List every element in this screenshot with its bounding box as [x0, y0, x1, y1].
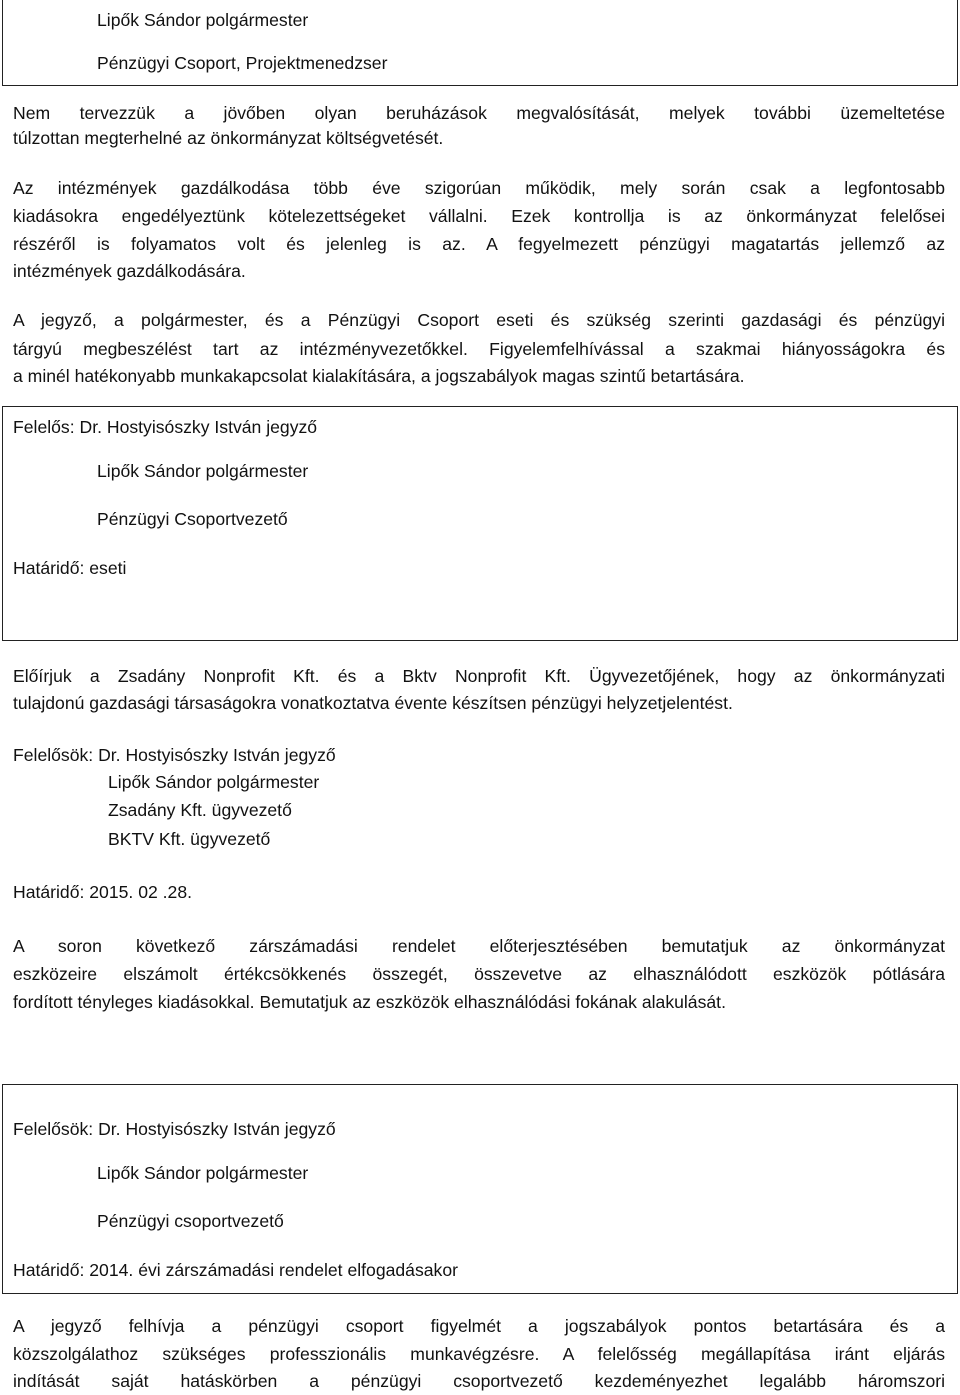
para6-line2: eszközeire elszámolt értékcsökkenés összegét, összevetve az elhasználódott eszközök pótlására	[13, 964, 945, 984]
para4-line2: tulajdonú gazdasági társaságokra vonatkoztatva évente készítsen pénzügyi helyzetjelentést.	[13, 693, 733, 713]
para3-line2: tárgyú megbeszélést tart az intézményvezetőkkel. Figyelemfelhívással a szakmai hiányosságokra és	[13, 339, 945, 359]
responsible-group-lead-2: Pénzügyi csoportvezető	[97, 1211, 284, 1231]
para1-line2: túlzottan megterhelné az önkormányzat költségvetését.	[13, 128, 444, 148]
para2-line1: Az intézmények gazdálkodása több éve szigorúan működik, mely során csak a legfontosabb	[13, 178, 945, 198]
para7-line1: A jegyző felhívja a pénzügyi csoport figyelmét a jogszabályok pontos betartására és a	[13, 1316, 945, 1336]
responsible-mayor: Lipők Sándor polgármester	[97, 10, 309, 30]
deadline-2014: Határidő: 2014. évi zárszámadási rendelet elfogadásakor	[13, 1260, 458, 1280]
responsible-finance-group: Pénzügyi Csoport, Projektmenedzser	[97, 53, 388, 73]
responsible-bktv-ceo: BKTV Kft. ügyvezető	[108, 829, 271, 849]
para6-line1: A soron következő zárszámadási rendelet előterjesztésében bemutatjuk az önkormányzat	[13, 936, 945, 956]
responsible-notary: Felelős: Dr. Hostyisószky István jegyző	[13, 417, 318, 437]
para2-line2: kiadásokra engedélyeztünk kötelezettségeket vállalni. Ezek kontrollja is az önkormányzat felelősei	[13, 206, 945, 226]
deadline-2015: Határidő: 2015. 02 .28.	[13, 882, 192, 902]
para4-line1: Előírjuk a Zsadány Nonprofit Kft. és a Bktv Nonprofit Kft. Ügyvezetőjének, hogy az önkormányzati	[13, 666, 945, 686]
responsible-mayor-4: Lipők Sándor polgármester	[97, 1163, 309, 1183]
para7-line2: közszolgálathoz szükséges professzionális munkavégzésre. A felelősség megállapítása iránt eljárás	[13, 1344, 945, 1364]
para3-line3: a minél hatékonyabb munkakapcsolat kialakítására, a jogszabályok magas szintű betartására.	[13, 366, 745, 386]
responsible-zsadany-ceo: Zsadány Kft. ügyvezető	[108, 800, 292, 820]
deadline-eseti: Határidő: eseti	[13, 558, 127, 578]
para6-line3: fordított tényleges kiadásokkal. Bemutatjuk az eszközök elhasználódási fokának alakulását.	[13, 992, 726, 1012]
responsibles-notary-2: Felelősök: Dr. Hostyisószky István jegyző	[13, 1119, 336, 1139]
para2-line4: intézmények gazdálkodására.	[13, 261, 246, 281]
para7-line3: indítását saját hatáskörben a pénzügyi csoportvezető kezdeményezhet legalább háromszori	[13, 1371, 945, 1391]
para2-line3: részéről is folyamatos volt és jelenleg is az. A fegyelmezett pénzügyi magatartás jellemző az	[13, 234, 945, 254]
para3-line1: A jegyző, a polgármester, és a Pénzügyi Csoport eseti és szükség szerinti gazdasági és pénzügyi	[13, 310, 945, 330]
para1-line1: Nem tervezzük a jövőben olyan beruházások megvalósítását, melyek további üzemeltetése	[13, 103, 945, 123]
responsible-mayor-2: Lipők Sándor polgármester	[97, 461, 309, 481]
responsibles-notary: Felelősök: Dr. Hostyisószky István jegyző	[13, 745, 336, 765]
responsible-mayor-3: Lipők Sándor polgármester	[108, 772, 320, 792]
responsible-group-lead: Pénzügyi Csoportvezető	[97, 509, 288, 529]
